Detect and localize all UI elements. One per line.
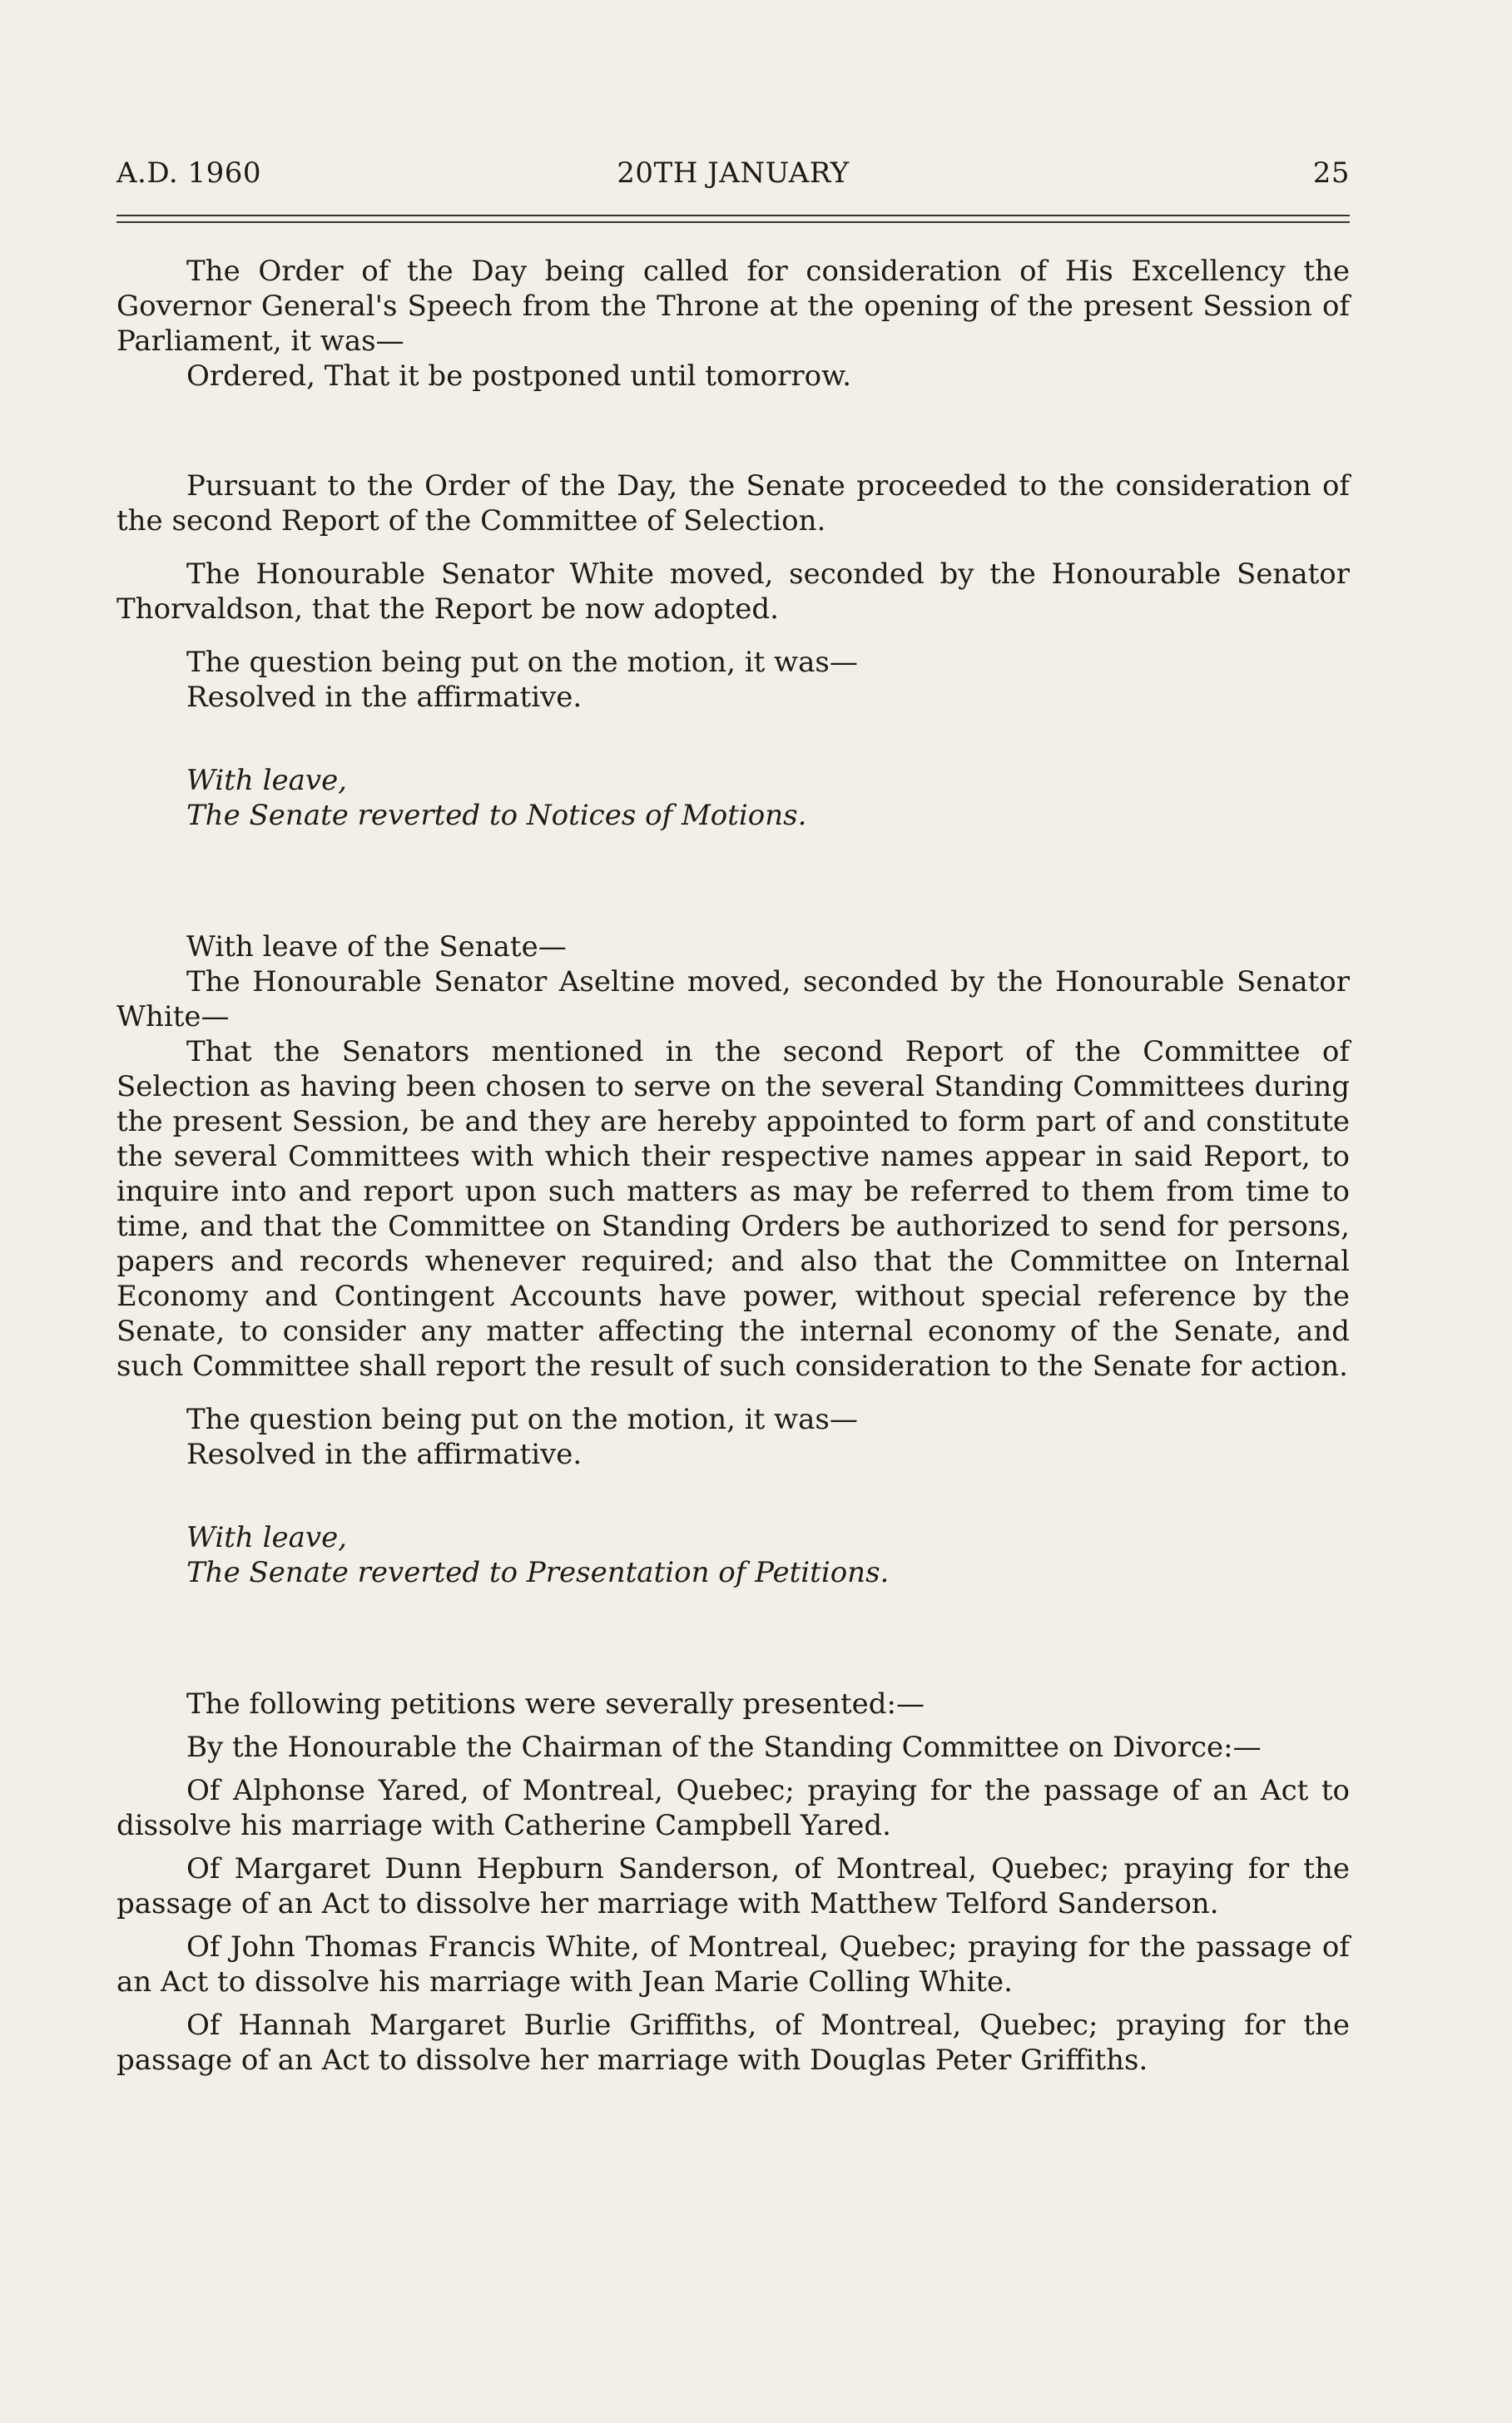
resolved-paragraph-2: Resolved in the affirmative. [186, 1438, 582, 1471]
with-leave-2: With leave, [186, 1521, 347, 1554]
with-leave-senate: With leave of the Senate— [186, 930, 567, 964]
motion-text-paragraph: That the Senators mentioned in the second Report of the Committee of Selection as having been chosen to serve on the several Standing Committees during the present Session, be and they are hereby appointed to form part of and constitute the several Committees with which their respective names appear in said Report, to inquire into and report upon such matters as may be referred to them from time to time, and that the Committee on Standing Orders be authorized to send for persons, papers and records whenever required; and also that the Committee on Internal Economy and Contingent Accounts have power, without special reference by the Senate, to consider any matter affecting the internal economy of the Senate, and such Committee shall report the result of such consideration to the Senate for action. [116, 1035, 1350, 1383]
header-date: 20TH JANUARY [617, 156, 850, 190]
pursuant-paragraph: Pursuant to the Order of the Day, the Senate proceeded to the consideration of the second Report of the Committee of Selection. [116, 469, 1350, 538]
by-chairman-paragraph: By the Honourable the Chairman of the Standing Committee on Divorce:— [186, 1731, 1262, 1764]
page-number: 25 [1312, 156, 1350, 190]
question-paragraph-2: The question being put on the motion, it was— [186, 1403, 858, 1436]
petitions-intro: The following petitions were severally presented:— [186, 1687, 925, 1721]
order-of-day-paragraph: The Order of the Day being called for consideration of His Excellency the Governor General's Speech from the Throne at the opening of the present Session of Parliament, it was— [116, 255, 1350, 358]
petition-item: Of Hannah Margaret Burlie Griffiths, of Montreal, Quebec; praying for the passage of an Act to dissolve her marriage with Douglas Peter Griffiths. [116, 2009, 1350, 2077]
white-moved-paragraph: The Honourable Senator White moved, seconded by the Honourable Senator Thorvaldson, that the Report be now adopted. [116, 557, 1350, 626]
petition-item: Of Alphonse Yared, of Montreal, Quebec; praying for the passage of an Act to dissolve his marriage with Catherine Campbell Yared. [116, 1774, 1350, 1842]
petition-item: Of Margaret Dunn Hepburn Sanderson, of Montreal, Quebec; praying for the passage of an Act to dissolve her marriage with Matthew Telford Sanderson. [116, 1852, 1350, 1920]
reverted-notices: The Senate reverted to Notices of Motions. [186, 799, 807, 832]
aseltine-moved-paragraph: The Honourable Senator Aseltine moved, seconded by the Honourable Senator White— [116, 965, 1350, 1033]
header-rule-bottom [116, 221, 1350, 223]
header-year: A.D. 1960 [116, 156, 262, 190]
ordered-paragraph: Ordered, That it be postponed until tomorrow. [186, 359, 851, 393]
page-body [116, 254, 1350, 2078]
reverted-petitions: The Senate reverted to Presentation of Petitions. [186, 1556, 890, 1589]
petition-item: Of John Thomas Francis White, of Montreal, Quebec; praying for the passage of an Act to dissolve his marriage with Jean Marie Colling White. [116, 1930, 1350, 1999]
header-rule-top [116, 215, 1350, 216]
resolved-paragraph-1: Resolved in the affirmative. [186, 681, 582, 714]
with-leave-1: With leave, [186, 764, 347, 797]
question-paragraph-1: The question being put on the motion, it was— [186, 646, 858, 679]
